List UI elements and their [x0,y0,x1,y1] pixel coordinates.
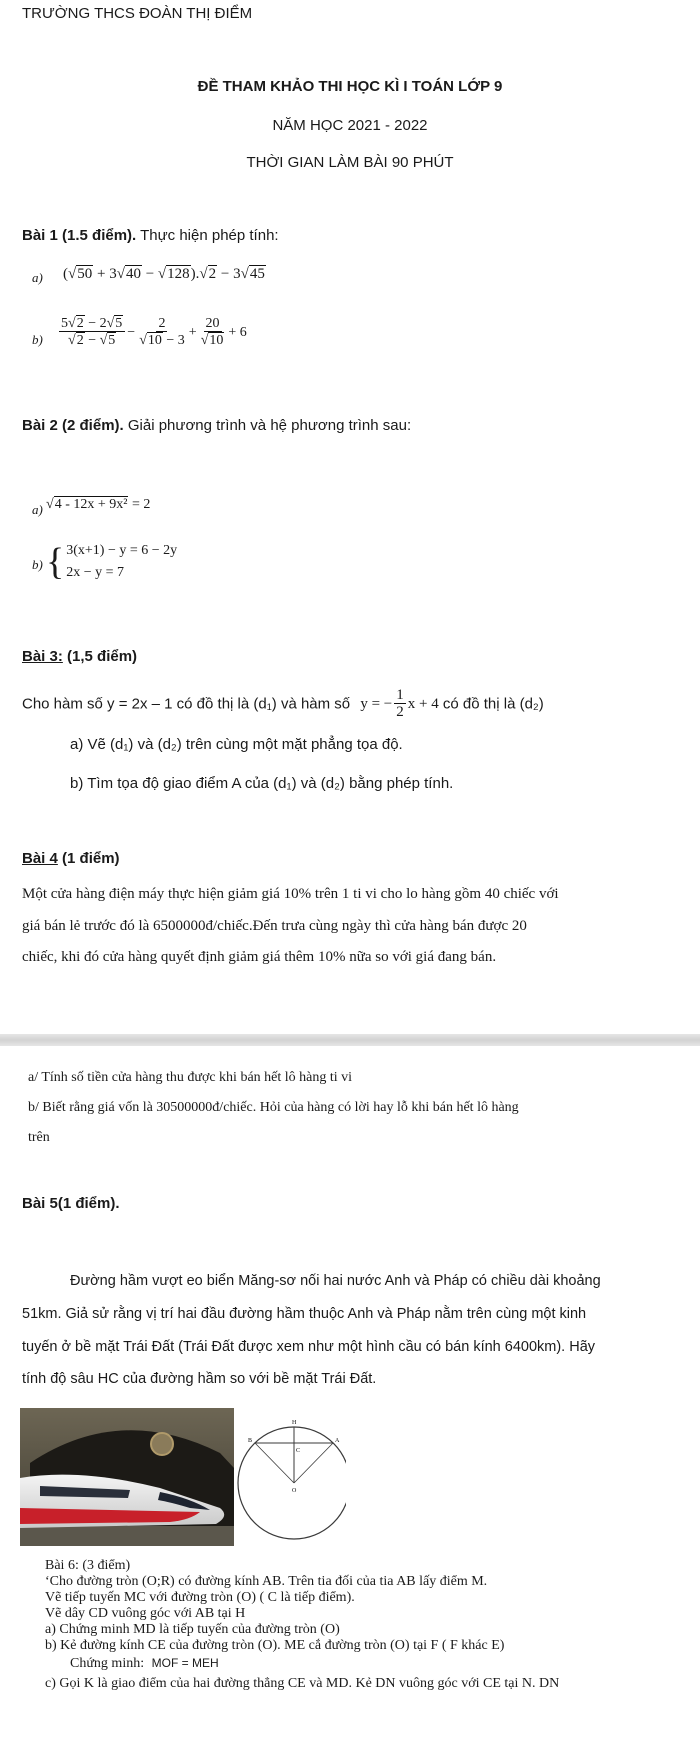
bai2-a-right: = 2 [131,497,151,512]
bai2-a-label: a) [32,502,43,517]
bai5-line3: tuyến ở bề mặt Trái Đất (Trái Đất được xem như một hình cầu có bán kính 6400km). Hãy [22,1339,596,1355]
exam-title: ĐỀ THAM KHẢO THI HỌC KÌ I TOÁN LỚP 9 [197,78,503,95]
bai6-b-proof-eq: MOF = MEH [151,1656,219,1670]
bai3-intro [22,688,544,721]
bai1-a-expression: (√50 + 3√40 − √128).√2 − 3√45 [63,266,265,282]
bai4-heading-line [22,850,120,867]
tunnel-circle-diagram [236,1408,346,1548]
bai4-line1: Một cửa hàng điện máy thực hiện giảm giá 10% trên 1 ti vi cho lo hàng gồm 40 chiếc với [22,886,559,902]
bai2-text: Giải phương trình và hệ phương trình sau: [123,417,412,434]
bai3-points: (1,5 điểm) [62,648,138,665]
bai1-b-label: b) [32,332,43,347]
bai5-line1: Đường hầm vượt eo biển Măng-sơ nối hai nước Anh và Pháp có chiều dài khoảng [70,1273,601,1289]
bai3-b: b) Tìm tọa độ giao điểm A của (d₁) và (d₂) bằng phép tính. [70,775,454,792]
bai3-heading-line [22,648,137,665]
bai5-line4: tính độ sâu HC của đường hầm so với bề mặt Trái Đất. [22,1371,377,1387]
bai2-a-expression: √4 - 12x + 9x² = 2 [46,497,151,512]
label-o: O [292,1488,297,1494]
tunnel-train-illustration [20,1408,234,1546]
school-year: NĂM HỌC 2021 - 2022 [272,117,428,134]
bai1-b-expression: $\frac{5√2 - 2√5}{√2 - √5}$ − $\frac{2}{√10 - 3}$ + $\frac{20}{√10}$ + 6 [61,316,247,348]
label-c: C [296,1448,301,1454]
bai2-heading-line [22,417,411,434]
bai2-b-system [46,540,177,584]
bai2-b-line1: 3(x+1) − y = 6 − 2y [66,543,178,558]
bai6-line3: Vẽ dây CD vuông góc với AB tại H [45,1606,246,1621]
bai6-heading: Bài 6: (3 điểm) [45,1558,131,1573]
bai5-line2: 51km. Giả sử rằng vị trí hai đầu đường hầm thuộc Anh và Pháp nằm trên cùng một kinh [22,1306,587,1322]
radius-ob [255,1443,294,1483]
bai2-b-line2: 2x − y = 7 [66,565,125,580]
bai6-c: c) Gọi K là giao điểm của hai đường thẳng CE và MD. Kẻ DN vuông góc với CE tại N. DN [45,1676,560,1691]
bai4-a: a/ Tính số tiền cửa hàng thu được khi bán hết lô hàng ti vi [28,1070,353,1085]
bai6-line2: Vẽ tiếp tuyến MC với đường tròn (O) ( C là tiếp điểm). [45,1590,355,1605]
bai2-b-label: b) [32,557,43,572]
bai1-heading-line [22,227,279,244]
bai2-heading: Bài 2 (2 điểm). [22,417,124,434]
bai6-b-proof [70,1656,219,1672]
bai1-a-label: a) [32,270,43,285]
system-brace: { [46,541,65,583]
bai4-b2: trên [28,1130,50,1145]
bai4-heading: Bài 4 [22,850,58,867]
bai4-line2: giá bán lẻ trước đó là 6500000đ/chiếc.Đến trưa cùng ngày thì cửa hàng bán được 20 [22,918,527,934]
bai4-line3: chiếc, khi đó cửa hàng quyết định giảm giá thêm 10% nữa so với giá đang bán. [22,949,497,965]
bai6-b-proof-label: Chứng minh: [70,1656,145,1671]
tunnel-train-photo [20,1408,234,1546]
bai5-heading: Bài 5(1 điểm). [22,1195,120,1212]
bai1-heading: Bài 1 (1.5 điểm). [22,227,137,244]
school-name: TRƯỜNG THCS ĐOÀN THỊ ĐIỂM [22,5,253,22]
bai6-b: b) Kẻ đường kính CE của đường tròn (O). ME cắ đường tròn (O) tại F ( F khác E) [45,1638,505,1653]
bai4-b1: b/ Biết rằng giá vốn là 30500000đ/chiếc. Hỏi của hàng có lời hay lỗ khi bán hết lô hàng [28,1100,519,1115]
bai3-intro-2: có đồ thị là (d₂) [442,695,544,713]
bai6-a: a) Chứng minh MD là tiếp tuyến của đường tròn (O) [45,1622,340,1637]
bai6-line1: ‘Cho đường tròn (O;R) có đường kính AB. Trên tia đối của tia AB lấy điểm M. [45,1574,488,1589]
bai1-text: Thực hiện phép tính: [136,227,279,244]
earth-circle [238,1427,346,1539]
bai3-heading: Bài 3: [22,648,63,665]
exam-duration: THỜI GIAN LÀM BÀI 90 PHÚT [246,154,454,171]
bai3-a: a) Vẽ (d₁) và (d₂) trên cùng một mặt phẳng tọa độ. [70,736,403,753]
label-h: H [292,1420,297,1426]
page-divider [0,1034,700,1046]
bai3-intro-1: Cho hàm số y = 2x – 1 có đồ thị là (d₁) và hàm số [22,695,351,713]
label-a: A [335,1438,340,1444]
bai4-points: (1 điểm) [57,850,120,867]
label-b: B [248,1438,253,1444]
bai3-function-2: y = − $\frac{1}{2}$ x + 4 [360,687,439,720]
